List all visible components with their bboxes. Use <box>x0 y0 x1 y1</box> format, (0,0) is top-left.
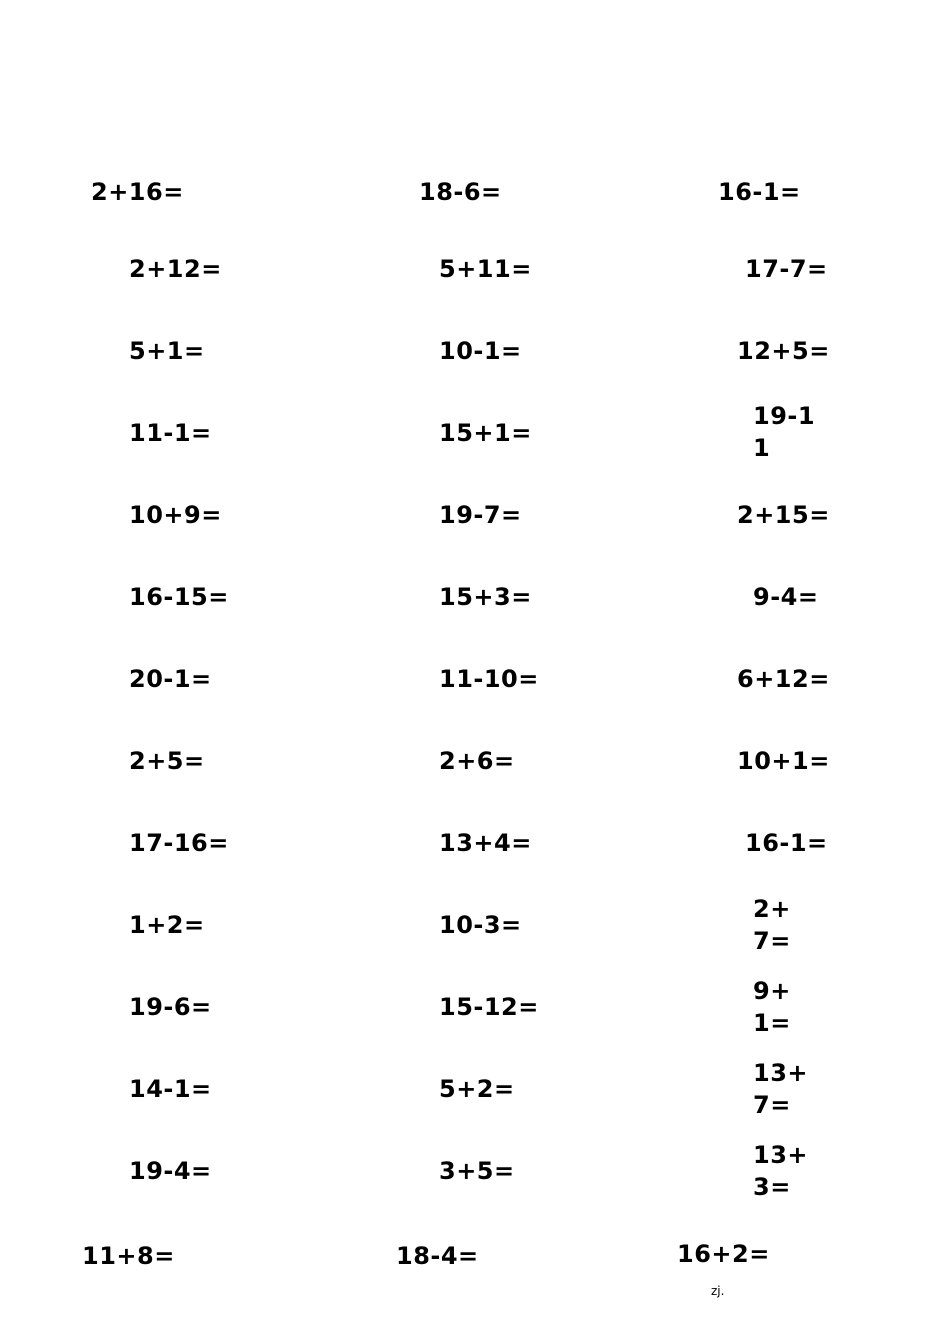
problem-40: 11+8= <box>82 1242 175 1270</box>
problem-33: 9+1= <box>753 977 791 1037</box>
problem-32: 15-12= <box>439 993 539 1021</box>
problem-11: 15+1= <box>439 419 532 447</box>
problem-29: 10-3= <box>439 911 522 939</box>
problem-13: 10+9= <box>129 501 222 529</box>
problem-8: 10-1= <box>439 337 522 365</box>
problem-12: 19-11 <box>753 402 816 462</box>
problem-16: 16-15= <box>129 583 229 611</box>
problem-26: 13+4= <box>439 829 532 857</box>
problem-4: 2+12= <box>129 255 222 283</box>
problem-34: 14-1= <box>129 1075 212 1103</box>
problem-14: 19-7= <box>439 501 522 529</box>
problem-10: 11-1= <box>129 419 212 447</box>
problem-38: 3+5= <box>439 1157 515 1185</box>
problem-1: 2+16= <box>91 178 184 206</box>
problem-27: 16-1= <box>745 829 828 857</box>
problem-19: 20-1= <box>129 665 212 693</box>
problem-3: 16-1= <box>718 178 801 206</box>
problem-22: 2+5= <box>129 747 205 775</box>
problem-6: 17-7= <box>745 255 828 283</box>
problem-31: 19-6= <box>129 993 212 1021</box>
problem-25: 17-16= <box>129 829 229 857</box>
problem-24: 10+1= <box>737 747 830 775</box>
problem-21: 6+12= <box>737 665 830 693</box>
problem-7: 5+1= <box>129 337 205 365</box>
problem-5: 5+11= <box>439 255 532 283</box>
problem-9: 12+5= <box>737 337 830 365</box>
problem-18: 9-4= <box>753 583 819 611</box>
problem-39: 13+3= <box>753 1141 809 1201</box>
problem-23: 2+6= <box>439 747 515 775</box>
problem-28: 1+2= <box>129 911 205 939</box>
problem-41: 18-4= <box>396 1242 479 1270</box>
problem-35: 5+2= <box>439 1075 515 1103</box>
problem-20: 11-10= <box>439 665 539 693</box>
problem-30: 2+7= <box>753 895 791 955</box>
problem-42: 16+2= <box>677 1240 770 1268</box>
problem-36: 13+7= <box>753 1059 809 1119</box>
footer-mark: zj. <box>711 1284 725 1298</box>
problem-2: 18-6= <box>419 178 502 206</box>
problem-37: 19-4= <box>129 1157 212 1185</box>
problem-17: 15+3= <box>439 583 532 611</box>
problem-15: 2+15= <box>737 501 830 529</box>
